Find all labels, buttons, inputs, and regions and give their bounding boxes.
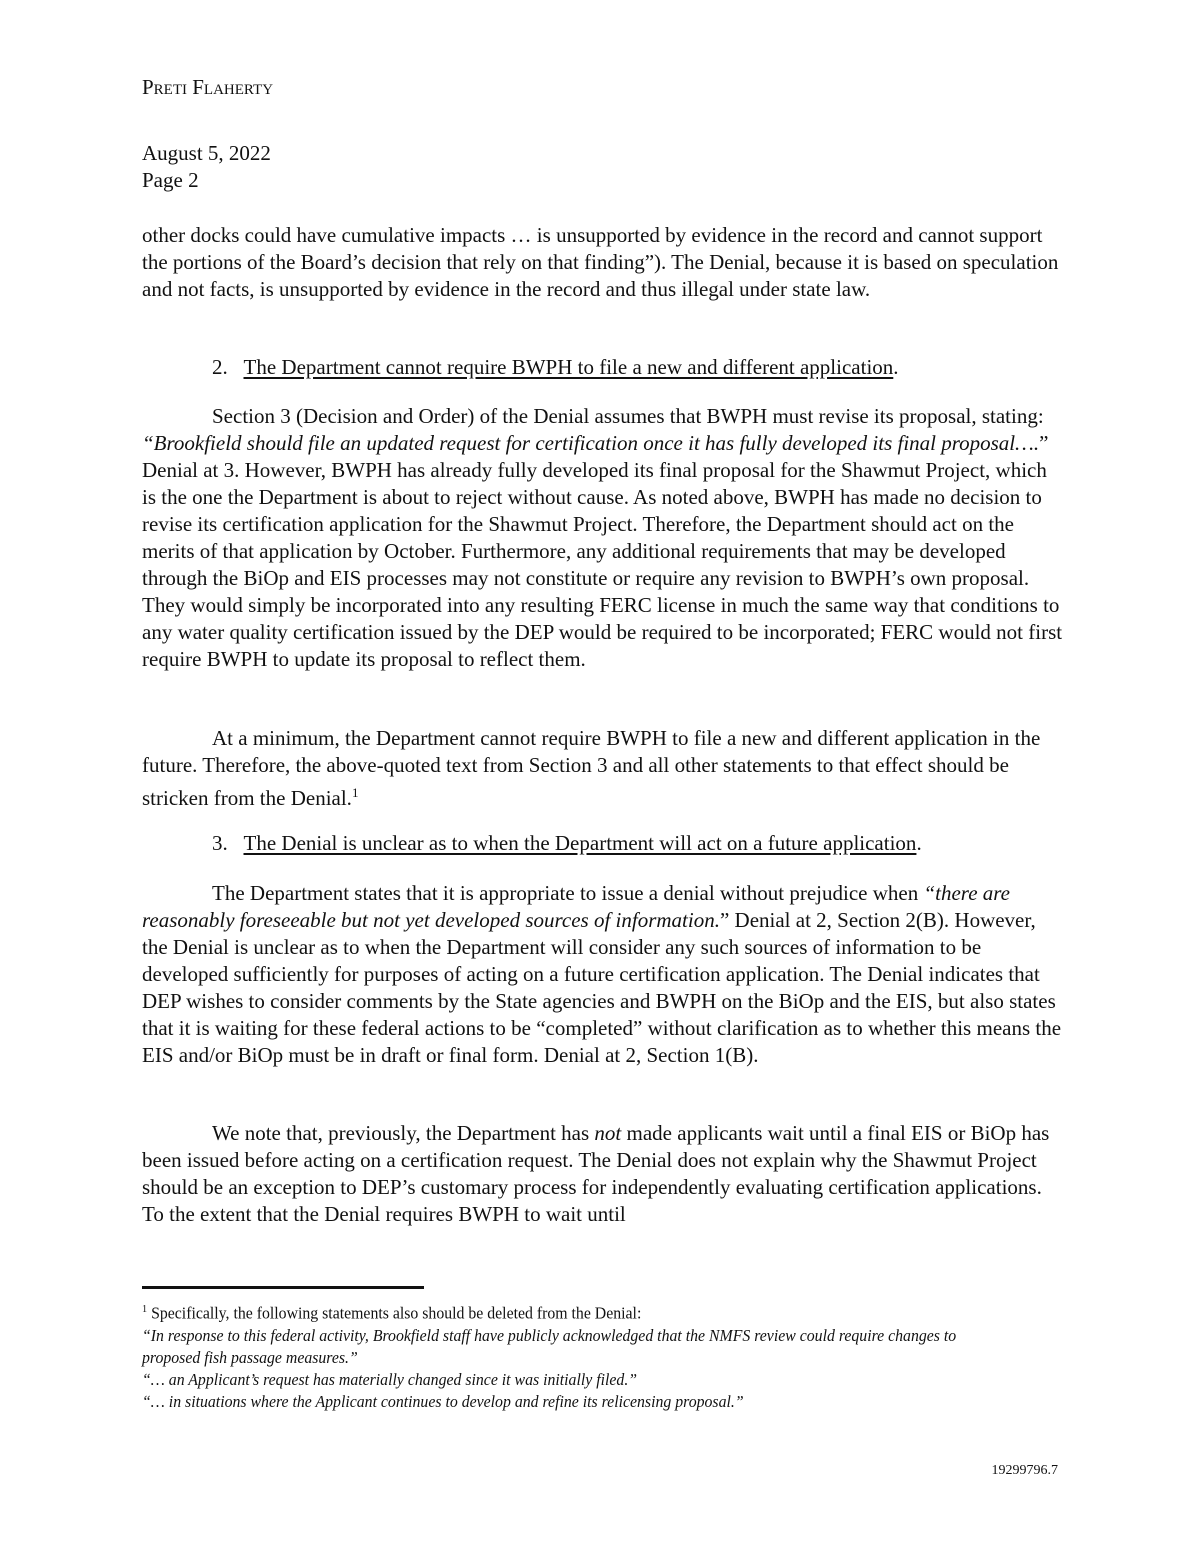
document-number: 19299796.7 <box>991 1463 1058 1478</box>
footnote-quote-1: “In response to this federal activity, Brookfield staff have publicly acknowledged that the NMFS review could require changes to proposed fish passage measures.” <box>142 1325 957 1367</box>
p2-text-c: ” Denial at 3. However, BWPH has already fully developed its final proposal for the Shawmut Project, which is the one the Department is about to reject without cause. As noted above, BWPH has made no decision to revise its certification application for the Shawmut Project. Therefore, the Department should act on the merits of that application by October. Furthermore, any additional requirements that may be developed through the BiOp and EIS processes may not constitute or require any revision to BWPH’s own proposal. They would simply be incorporated into any resulting FERC license in much the same way that conditions to any water quality certification issued by the DEP would be required to be incorporated; FERC would not first require BWPH to update its proposal to reflect them. <box>142 431 1063 671</box>
footnote-quote-2: “… an Applicant’s request has materially changed since it was initially filed.” <box>142 1369 638 1389</box>
page-number: Page 2 <box>142 168 199 192</box>
heading-2 <box>212 354 1072 381</box>
paragraph-2 <box>142 403 1064 673</box>
paragraph-3 <box>142 725 1064 812</box>
footnote-intro: Specifically, the following statements also should be deleted from the Denial: <box>147 1303 642 1323</box>
footnote-quote-3: “… in situations where the Applicant continues to develop and refine its relicensing proposal.” <box>142 1391 744 1411</box>
heading-3-number: 3. <box>212 831 228 855</box>
p2-quote: “Brookfield should file an updated request for certification once it has fully developed its final proposal…. <box>142 431 1040 455</box>
heading-2-number: 2. <box>212 355 228 379</box>
firm-header: Preti Flaherty <box>142 75 274 99</box>
p5-emphasis: not <box>594 1121 622 1145</box>
paragraph-5 <box>142 1120 1064 1228</box>
p5-text-c: made applicants wait until a final EIS or BiOp has been issued before acting on a certification request. The Denial does not explain why the Shawmut Project should be an exception to DEP’s customary process for independently evaluating certification applications. To the extent that the Denial requires BWPH to wait until <box>142 1121 1050 1226</box>
p3-text: At a minimum, the Department cannot require BWPH to file a new and different application in the future. Therefore, the above-quoted text from Section 3 and all other statements to that effect should be stricken from the Denial. <box>142 726 1041 810</box>
heading-3-period: . <box>916 831 922 855</box>
footnote-separator <box>142 1286 424 1289</box>
heading-3-text: The Denial is unclear as to when the Department will act on a future application <box>243 831 917 855</box>
heading-3 <box>212 830 1072 857</box>
footnote-number: 1 <box>142 1303 148 1315</box>
p4-quote: “there are reasonably foreseeable but not yet developed sources of information. <box>142 881 1010 932</box>
letter-date: August 5, 2022 <box>142 141 271 165</box>
paragraph-4 <box>142 880 1064 1069</box>
p4-text-c: ” Denial at 2, Section 2(B). However, the Denial is unclear as to when the Department will consider any such sources of information to be developed sufficiently for purposes of acting on a future certification application. The Denial indicates that DEP wishes to consider comments by the State agencies and BWPH on the BiOp and the EIS, but also states that it is waiting for these federal actions to be “completed” without clarification as to whether this means the EIS and/or BiOp must be in draft or final form. Denial at 2, Section 1(B). <box>142 908 1062 1067</box>
footnote <box>142 1298 979 1413</box>
heading-2-period: . <box>893 355 899 379</box>
paragraph-1: other docks could have cumulative impacts … is unsupported by evidence in the record and cannot support the portions of the Board’s decision that rely on that finding”). The Denial, because it is based on speculation and not facts, is unsupported by evidence in the record and thus illegal under state law. <box>142 223 1059 301</box>
heading-2-text: The Department cannot require BWPH to file a new and different application <box>243 355 894 379</box>
p5-text-a: We note that, previously, the Department has <box>212 1121 595 1145</box>
p4-text-a: The Department states that it is appropriate to issue a denial without prejudice when <box>212 881 924 905</box>
footnote-ref[interactable]: 1 <box>351 785 359 800</box>
p2-text-a: Section 3 (Decision and Order) of the Denial assumes that BWPH must revise its proposal, stating: <box>212 404 1044 428</box>
